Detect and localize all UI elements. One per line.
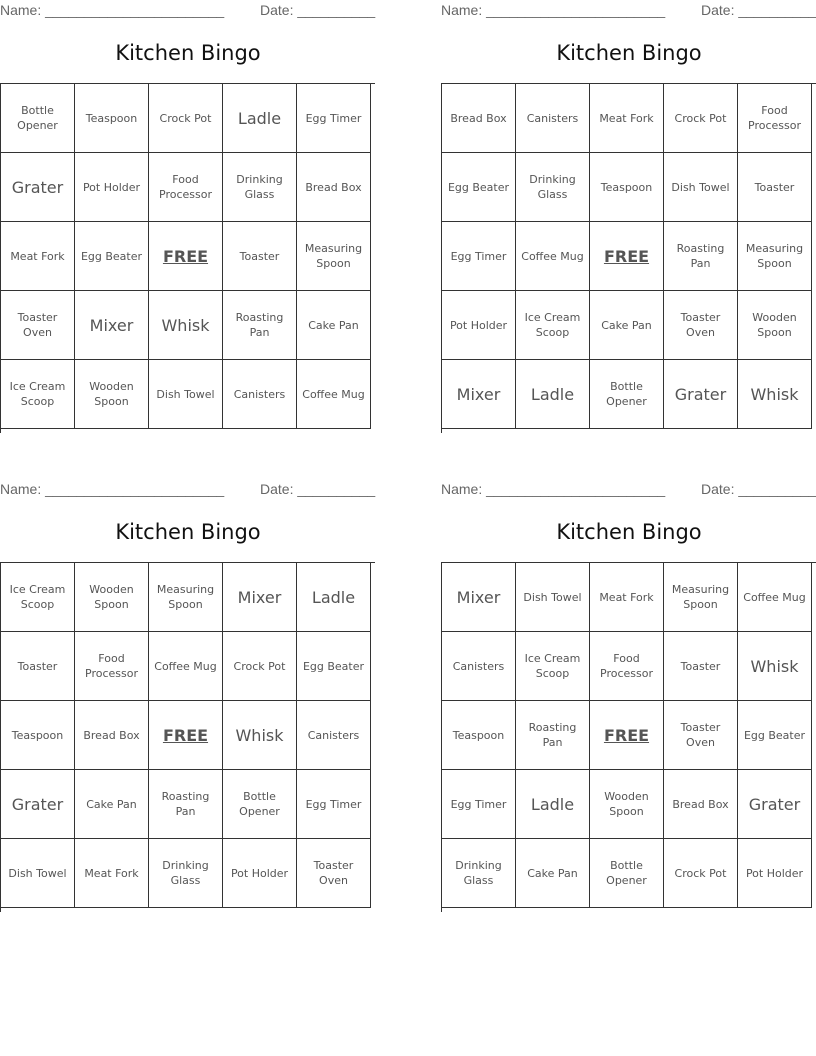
bingo-cell [442,770,516,839]
bingo-cell-label: Pot Holder [745,866,804,880]
bingo-cell-label: Dish Towel [156,387,215,401]
bingo-cell [223,701,297,770]
bingo-cell-label: Whisk [750,656,799,676]
bingo-cell-label: Drinking Glass [455,859,502,887]
bingo-cell [516,360,590,429]
bingo-cell-label: Measuring Spoon [304,242,363,270]
bingo-cell [664,222,738,291]
bingo-cell [664,153,738,222]
bingo-cell [738,222,812,291]
bingo-cell [664,701,738,770]
bingo-cell [590,839,664,908]
bingo-cell [738,153,812,222]
bingo-cell [738,701,812,770]
bingo-cell-label: Measuring Spoon [671,583,730,611]
bingo-cell-label: Roasting Pan [235,311,284,339]
free-space-cell [590,701,664,770]
bingo-cell [738,84,812,153]
bingo-cell-label: Toaster [17,659,58,673]
bingo-cell-label: FREE [162,725,209,745]
free-space-cell [590,222,664,291]
bingo-cell [149,770,223,839]
bingo-cell-label: Grater [674,384,727,404]
name-field: Name: _______________________ [441,481,666,497]
bingo-cell-label: Drinking Glass [236,173,283,201]
date-field: Date: __________ [260,2,376,18]
bingo-card-4 [441,479,816,919]
bingo-cell [1,222,75,291]
bingo-cell-label: Coffee Mug [302,387,365,401]
bingo-cell [516,632,590,701]
bingo-cell [516,839,590,908]
free-space-cell [149,222,223,291]
bingo-cell-label: Egg Beater [447,180,510,194]
bingo-cell [738,839,812,908]
bingo-cell-label: Drinking Glass [529,173,576,201]
bingo-cell [75,360,149,429]
bingo-cell [516,701,590,770]
bingo-cell-label: Bread Box [450,111,507,125]
bingo-cell [590,84,664,153]
date-field: Date: __________ [701,2,816,18]
bingo-cell-label: FREE [603,246,650,266]
bingo-cell-label: Whisk [161,315,210,335]
bingo-cell [442,291,516,360]
bingo-cell [149,632,223,701]
bingo-cell [75,153,149,222]
bingo-cell [223,291,297,360]
bingo-cell-label: Crock Pot [674,866,727,880]
bingo-cell-label: Egg Beater [302,659,365,673]
bingo-cell-label: Wooden Spoon [604,790,649,818]
bingo-cell-label: Ice Cream Scoop [9,380,66,408]
bingo-cell [1,84,75,153]
bingo-cell [590,770,664,839]
bingo-cell [223,222,297,291]
bingo-cell [738,632,812,701]
bingo-cell [297,770,371,839]
bingo-cell-label: Pot Holder [449,318,508,332]
bingo-cell-label: Bottle Opener [17,104,58,132]
bingo-cell-label: Bottle Opener [606,859,647,887]
bingo-cell [664,770,738,839]
bingo-cell [664,839,738,908]
bingo-cell-label: Meat Fork [599,590,654,604]
bingo-grid [441,83,816,433]
name-field: Name: _______________________ [0,481,225,497]
bingo-cell-label: Ice Cream Scoop [524,652,581,680]
bingo-cell-label: Bottle Opener [239,790,280,818]
bingo-cell [1,563,75,632]
bingo-cell [442,563,516,632]
bingo-cell [223,84,297,153]
bingo-cell-label: Roasting Pan [528,721,577,749]
bingo-cell-label: Grater [11,177,64,197]
bingo-cell-label: Cake Pan [601,318,652,332]
bingo-cell-label: Toaster Oven [313,859,354,887]
bingo-cell [442,632,516,701]
bingo-cell [223,770,297,839]
bingo-cell-label: Drinking Glass [162,859,209,887]
bingo-cell-label: Mixer [456,587,501,607]
bingo-cell-label: Egg Beater [80,249,143,263]
card-title: Kitchen Bingo [556,520,702,544]
bingo-cell [664,563,738,632]
bingo-cell [1,291,75,360]
bingo-cell [516,291,590,360]
bingo-cell [442,222,516,291]
card-header [0,481,376,501]
bingo-cell [590,360,664,429]
bingo-cell-label: Canisters [526,111,579,125]
bingo-cell-label: Ice Cream Scoop [9,583,66,611]
bingo-cell-label: FREE [603,725,650,745]
bingo-cell-label: Teaspoon [11,728,64,742]
bingo-cell [1,770,75,839]
bingo-cell-label: Coffee Mug [154,659,217,673]
bingo-cell [442,701,516,770]
bingo-grid [441,562,816,912]
free-space-cell [149,701,223,770]
bingo-cell-label: Whisk [750,384,799,404]
bingo-cell [516,222,590,291]
bingo-cell-label: Measuring Spoon [745,242,804,270]
bingo-cell-label: Mixer [89,315,134,335]
bingo-cell [664,291,738,360]
bingo-cell [75,222,149,291]
bingo-cell-label: Crock Pot [233,659,286,673]
bingo-cell-label: Wooden Spoon [752,311,797,339]
bingo-cell-label: Toaster Oven [680,311,721,339]
bingo-cell-label: Egg Timer [305,111,362,125]
bingo-cell-label: Food Processor [159,173,212,201]
bingo-cell-label: Wooden Spoon [89,380,134,408]
bingo-cell [297,360,371,429]
bingo-cell [223,360,297,429]
bingo-cell [738,770,812,839]
bingo-cell [75,84,149,153]
bingo-cell-label: Egg Beater [743,728,806,742]
bingo-cell-label: Egg Timer [305,797,362,811]
bingo-cell [442,839,516,908]
bingo-cell [442,153,516,222]
bingo-cell [1,701,75,770]
bingo-cell-label: Grater [748,794,801,814]
bingo-cell [75,563,149,632]
bingo-cell-label: Bread Box [672,797,729,811]
bingo-cell-label: Dish Towel [523,590,582,604]
bingo-cell-label: Food Processor [600,652,653,680]
bingo-cell-label: Toaster Oven [17,311,58,339]
bingo-card-2 [441,0,816,440]
card-header [441,481,816,501]
card-title: Kitchen Bingo [115,520,261,544]
bingo-cell [149,360,223,429]
bingo-cell-label: Wooden Spoon [89,583,134,611]
name-field: Name: _______________________ [441,2,666,18]
bingo-cell [297,839,371,908]
card-header [441,2,816,22]
bingo-cell [75,291,149,360]
bingo-cell-label: Cake Pan [86,797,137,811]
bingo-cell-label: Canisters [452,659,505,673]
bingo-cell-label: Coffee Mug [521,249,584,263]
bingo-cell [149,153,223,222]
bingo-cell-label: Bread Box [83,728,140,742]
bingo-cell-label: Food Processor [85,652,138,680]
bingo-cell-label: Food Processor [748,104,801,132]
bingo-cell-label: Meat Fork [84,866,139,880]
bingo-cell-label: FREE [162,246,209,266]
bingo-cell [297,153,371,222]
bingo-cell-label: Ladle [237,108,282,128]
bingo-cell-label: Toaster [680,659,721,673]
bingo-cell [1,632,75,701]
bingo-cell-label: Crock Pot [159,111,212,125]
bingo-cell [149,563,223,632]
bingo-cell [590,563,664,632]
bingo-cell-label: Roasting Pan [161,790,210,818]
bingo-cell [516,153,590,222]
bingo-cell-label: Bread Box [305,180,362,194]
bingo-cell [297,701,371,770]
bingo-cell [442,360,516,429]
bingo-cell-label: Mixer [456,384,501,404]
bingo-cell [75,770,149,839]
bingo-cell [223,632,297,701]
bingo-cell-label: Cake Pan [308,318,359,332]
bingo-cell [223,153,297,222]
bingo-cell [516,770,590,839]
bingo-cell-label: Meat Fork [599,111,654,125]
bingo-cell-label: Dish Towel [8,866,67,880]
bingo-cell [738,563,812,632]
bingo-cell-label: Canisters [233,387,286,401]
bingo-cell-label: Crock Pot [674,111,727,125]
bingo-cell-label: Egg Timer [450,797,507,811]
bingo-cell-label: Teaspoon [85,111,138,125]
bingo-card-3 [0,479,376,919]
date-field: Date: __________ [701,481,816,497]
card-header [0,2,376,22]
bingo-cell-label: Dish Towel [671,180,730,194]
bingo-cell [149,291,223,360]
bingo-cell [664,84,738,153]
bingo-cell-label: Measuring Spoon [156,583,215,611]
bingo-cell [1,839,75,908]
bingo-cell [590,632,664,701]
bingo-cell-label: Roasting Pan [676,242,725,270]
bingo-cell-label: Ladle [530,384,575,404]
bingo-cell [516,563,590,632]
bingo-cell-label: Cake Pan [527,866,578,880]
bingo-cell-label: Ladle [530,794,575,814]
bingo-cell [590,153,664,222]
bingo-card-1 [0,0,376,440]
bingo-cell [738,360,812,429]
bingo-cell [297,84,371,153]
bingo-cell-label: Whisk [235,725,284,745]
bingo-cell [738,291,812,360]
bingo-cell [297,222,371,291]
name-field: Name: _______________________ [0,2,225,18]
bingo-cell-label: Toaster Oven [680,721,721,749]
bingo-cell [75,701,149,770]
bingo-cell [75,632,149,701]
bingo-cell-label: Canisters [307,728,360,742]
bingo-cell [297,563,371,632]
bingo-cell [149,84,223,153]
bingo-cell [442,84,516,153]
bingo-cell [664,360,738,429]
bingo-cell-label: Ladle [311,587,356,607]
bingo-grid [0,83,375,433]
bingo-cell-label: Mixer [237,587,282,607]
bingo-cell [297,291,371,360]
card-title: Kitchen Bingo [556,41,702,65]
bingo-cell [590,291,664,360]
date-field: Date: __________ [260,481,376,497]
bingo-cell [223,839,297,908]
bingo-cell-label: Ice Cream Scoop [524,311,581,339]
bingo-cell-label: Meat Fork [10,249,65,263]
bingo-cell-label: Pot Holder [82,180,141,194]
bingo-cell-label: Grater [11,794,64,814]
bingo-cell-label: Toaster [754,180,795,194]
card-title: Kitchen Bingo [115,41,261,65]
bingo-cell-label: Teaspoon [600,180,653,194]
bingo-cell-label: Toaster [239,249,280,263]
bingo-cell-label: Bottle Opener [606,380,647,408]
bingo-cell [664,632,738,701]
bingo-cell [1,153,75,222]
bingo-cell [297,632,371,701]
bingo-cell-label: Egg Timer [450,249,507,263]
bingo-cell [149,839,223,908]
bingo-grid [0,562,375,912]
bingo-cell-label: Coffee Mug [743,590,806,604]
bingo-cell [1,360,75,429]
bingo-cell [75,839,149,908]
bingo-cell-label: Teaspoon [452,728,505,742]
bingo-cell-label: Pot Holder [230,866,289,880]
bingo-cell [223,563,297,632]
bingo-cell [516,84,590,153]
